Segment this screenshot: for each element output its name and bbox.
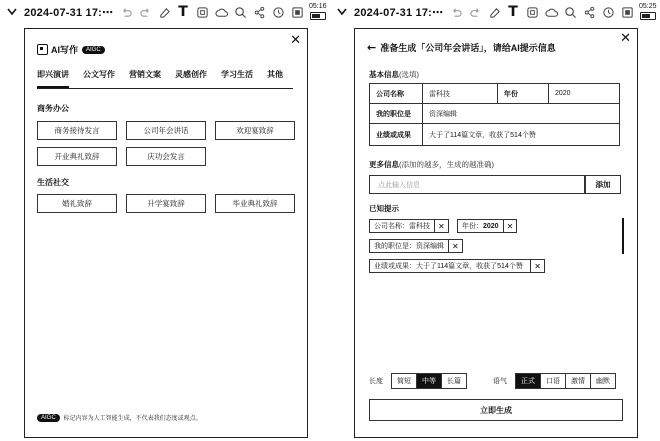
close-icon[interactable]: ✕ xyxy=(620,31,631,46)
year-field[interactable]: 2020 xyxy=(549,84,620,104)
clock-battery xyxy=(309,3,327,20)
basic-info-hint: (选填) xyxy=(399,70,419,79)
battery-icon xyxy=(640,12,656,20)
template-chip[interactable]: 商务接待发言 xyxy=(37,121,117,140)
toolbar-icons xyxy=(449,5,639,19)
tab-other[interactable]: 其他 xyxy=(267,70,283,79)
search-icon[interactable] xyxy=(563,5,577,19)
tone-label: 语气 xyxy=(493,378,507,385)
template-chip[interactable]: 升学宴致辞 xyxy=(126,194,206,213)
hint-tag xyxy=(369,219,449,233)
hints-scrollbar[interactable] xyxy=(622,218,624,254)
aigc-badge: AIGC xyxy=(37,414,60,422)
template-icon[interactable] xyxy=(195,5,209,19)
modal-title-row xyxy=(367,41,556,54)
category-tabs xyxy=(37,69,293,88)
length-options xyxy=(369,373,467,389)
eraser-icon[interactable] xyxy=(487,5,501,19)
template-chip[interactable]: 公司年会讲话 xyxy=(126,121,206,140)
collapse-chevron-icon[interactable] xyxy=(6,6,18,18)
length-option-medium[interactable]: 中等 xyxy=(417,374,442,388)
length-segmented-control xyxy=(391,373,467,389)
template-chip[interactable]: 开业典礼致辞 xyxy=(37,147,117,166)
tab-impromptu-speech[interactable]: 即兴演讲 xyxy=(37,69,69,88)
hint-value: 资深编辑 xyxy=(416,243,444,250)
ai-writing-modal xyxy=(24,28,308,438)
eraser-icon[interactable] xyxy=(157,5,171,19)
basic-info-title: 基本信息 xyxy=(369,70,399,79)
table-row xyxy=(370,84,620,104)
share-icon[interactable] xyxy=(252,5,266,19)
table-row xyxy=(370,124,620,146)
note-date[interactable]: 2024-07-31 17:⋯ xyxy=(354,6,444,19)
clock-time: 05:16 xyxy=(309,3,327,10)
battery-icon xyxy=(310,12,326,20)
hint-tag xyxy=(369,259,545,273)
remove-tag-icon[interactable]: ✕ xyxy=(503,220,517,232)
template-icon[interactable] xyxy=(525,5,539,19)
tone-option-formal[interactable]: 正式 xyxy=(516,374,541,388)
length-label: 长度 xyxy=(369,378,383,385)
hint-text xyxy=(374,261,526,271)
redo-icon[interactable] xyxy=(138,5,152,19)
ai-logo-icon xyxy=(37,44,48,55)
toolbar-icons xyxy=(119,5,309,19)
table-row xyxy=(370,104,620,124)
aigc-badge: AIGC xyxy=(82,46,105,54)
hint-tag xyxy=(369,239,463,253)
remove-tag-icon[interactable]: ✕ xyxy=(448,240,462,252)
pages-icon[interactable] xyxy=(290,5,304,19)
modal-title: AI写作 xyxy=(51,45,79,55)
modal-header xyxy=(37,43,105,56)
hint-tag xyxy=(457,219,517,233)
share-icon[interactable] xyxy=(582,5,596,19)
hint-prefix: 我的职位是： xyxy=(374,243,416,250)
performance-key: 业绩或成果 xyxy=(370,124,423,146)
tone-option-humorous[interactable]: 幽默 xyxy=(596,378,610,385)
hint-value: 2020 xyxy=(483,222,499,230)
position-field[interactable]: 资深编辑 xyxy=(423,104,620,124)
clock-time: 05:25 xyxy=(639,3,657,10)
search-icon[interactable] xyxy=(233,5,247,19)
basic-info-label xyxy=(369,69,419,80)
tab-marketing-copy[interactable]: 营销文案 xyxy=(129,70,161,79)
generate-button[interactable]: 立即生成 xyxy=(369,399,623,421)
tab-official-writing[interactable]: 公文写作 xyxy=(83,70,115,79)
modal-title: 准备生成「公司年会讲话」，请给AI提示信息 xyxy=(380,43,556,53)
more-info-hint: (添加的越多，生成的越准确) xyxy=(399,160,494,169)
template-chip[interactable]: 毕业典礼致辞 xyxy=(215,194,295,213)
tone-option-passionate[interactable]: 激情 xyxy=(566,374,591,388)
length-option-long[interactable]: 长篇 xyxy=(447,378,461,385)
tab-inspiration[interactable]: 灵感创作 xyxy=(175,70,207,79)
back-arrow-icon[interactable]: ← xyxy=(367,41,377,54)
pages-icon[interactable] xyxy=(620,5,634,19)
undo-icon[interactable] xyxy=(449,5,463,19)
hint-prefix: 公司名称： xyxy=(374,223,409,230)
company-field[interactable]: 雷科技 xyxy=(423,84,498,104)
template-chip[interactable]: 欢迎宴致辞 xyxy=(215,121,295,140)
more-info-title: 更多信息 xyxy=(369,160,399,169)
section-title-social: 生活社交 xyxy=(37,178,69,187)
add-button[interactable]: 添加 xyxy=(585,175,621,194)
hint-prefix: 年份： xyxy=(462,223,483,230)
hint-value: 大于了114篇文章，收获了514个赞 xyxy=(416,263,523,270)
tab-study-life[interactable]: 学习生活 xyxy=(221,70,253,79)
known-hints-label: 已知提示 xyxy=(369,204,399,213)
close-icon[interactable]: ✕ xyxy=(290,33,301,48)
history-icon[interactable] xyxy=(271,5,285,19)
section-title-business: 商务办公 xyxy=(37,104,69,113)
text-tool-icon[interactable]: T xyxy=(508,4,518,20)
tone-option-colloquial[interactable]: 口语 xyxy=(541,374,566,388)
known-hints-list[interactable] xyxy=(369,217,617,292)
hint-prefix: 业绩或成果： xyxy=(374,263,416,270)
tone-options xyxy=(493,373,616,389)
position-key: 我的职位是 xyxy=(370,104,423,124)
note-date[interactable]: 2024-07-31 17:⋯ xyxy=(24,6,114,19)
cloud-icon[interactable] xyxy=(544,5,558,19)
prompt-info-modal xyxy=(354,28,638,438)
history-icon[interactable] xyxy=(601,5,615,19)
remove-tag-icon[interactable]: ✕ xyxy=(530,260,544,272)
length-option-short[interactable]: 简短 xyxy=(392,374,417,388)
cloud-icon[interactable] xyxy=(214,5,228,19)
redo-icon[interactable] xyxy=(468,5,482,19)
clock-battery xyxy=(639,3,657,20)
year-key: 年份 xyxy=(498,84,549,104)
template-chip[interactable]: 婚礼致辞 xyxy=(37,194,117,213)
aigc-disclaimer xyxy=(37,413,202,422)
disclaimer-text: 标记内容为人工智能生成，不代表我们态度或观点。 xyxy=(63,416,202,422)
right-screen xyxy=(330,0,660,441)
text-tool-icon[interactable]: T xyxy=(178,4,188,20)
template-chip[interactable]: 庆功会发言 xyxy=(126,147,206,166)
collapse-chevron-icon[interactable] xyxy=(336,6,348,18)
more-info-label xyxy=(369,159,494,170)
tone-segmented-control xyxy=(515,373,616,389)
company-key: 公司名称 xyxy=(370,84,423,104)
remove-tag-icon[interactable]: ✕ xyxy=(434,220,448,232)
undo-icon[interactable] xyxy=(119,5,133,19)
basic-info-table xyxy=(369,83,620,146)
more-info-input[interactable]: 点此输入信息 xyxy=(369,175,585,194)
tabs-divider xyxy=(37,88,293,89)
performance-field[interactable]: 大于了114篇文章，收获了514个赞 xyxy=(423,124,620,146)
hint-value: 雷科技 xyxy=(409,223,430,230)
